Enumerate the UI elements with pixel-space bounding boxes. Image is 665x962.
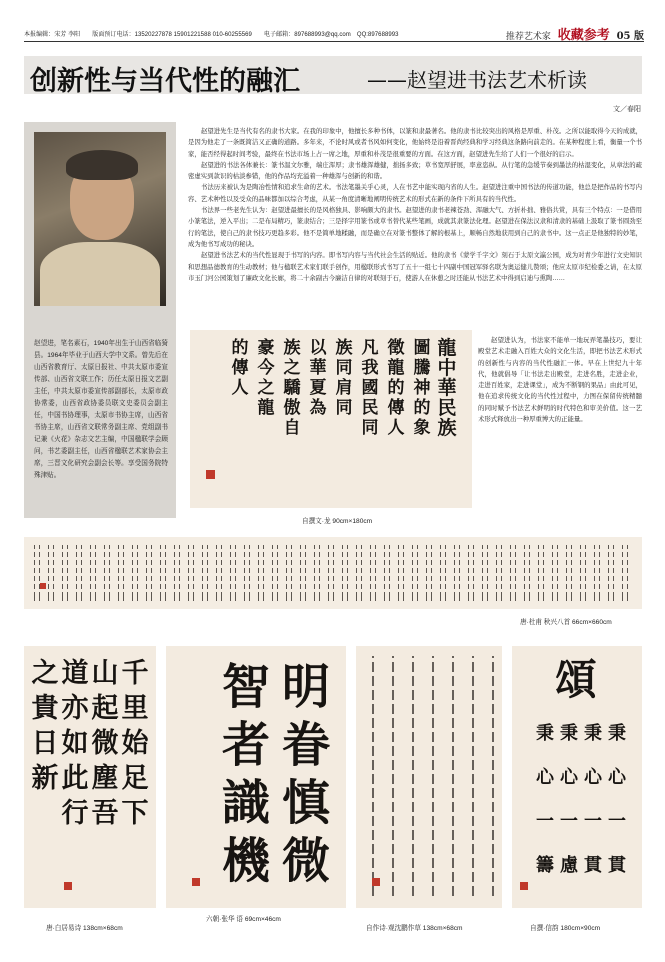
calligraphy-column: 族同肩同 — [335, 338, 353, 418]
caption-dragon: 自撰文·龙 90cm×180cm — [302, 518, 373, 525]
calligraphy-column: 之貴日新 — [31, 658, 59, 794]
calligraphy-column: 凡我國民同 — [361, 338, 379, 438]
headline-main: 创新性与当代性的融汇 — [30, 66, 300, 97]
red-seal — [192, 878, 200, 886]
red-seal — [40, 583, 46, 589]
page-header — [24, 26, 644, 42]
calligraphy-column: 族之驕傲自 — [283, 338, 301, 438]
red-seal — [64, 882, 72, 890]
calligraphy-column: 智者識機 — [221, 659, 270, 889]
calligraphy-column: 龍中華民族 — [437, 337, 457, 439]
calligraphy-column: 道亦如此行 — [61, 658, 89, 829]
byline: 文／春阳 — [613, 106, 641, 113]
article-side-column — [478, 335, 642, 425]
calligraphy-du-fu-strip — [24, 537, 642, 609]
article-paragraph: 书法界一些老先生认为：赵望进最擅长的是风格独具、影响颇大的隶书。赵望进的隶书老辣苍劲、浑融大气、方折朴拙、雅俗共赏，具有三个特点：一是借用小篆笔法，逆入平出；二是布局精巧，篆隶结合；三是择字用篆书或草书替代某些笔画，成就其隶篆法化理。赵望进在保法汉隶和清隶的基础上汲取了篆书圆劲至行的笔法，使自己的隶书技巧更趋多彩。他不是简单地糅融，而是确立在对篆书整体了解的根基上，顺畅自然地获用到自己的隶书中。这一点正是他独特的妙笔，成为他书写成功的秘诀。 — [188, 207, 642, 248]
calligraphy-column: 秉心一籌 — [536, 723, 554, 876]
article-paragraph: 赵望进书法艺术的当代性显现于书写的内容。即书写内容与当代社会生活的贴近。他的隶书《蒙学千字文》刻石于太原文瀛公园，成为对青少年进行文史知识和思想品德教育的生动教材；他与楹联艺术家们联手创作，用楹联形式书写了五十一组七十四副中国冠军驿名联为奥运健儿赞颂；他应太原市纪检委之请，在太原市玉门河公园策划了廉政文化长廊，将二十余副古今廉洁自律的对联刻于石，使游人在休憩之时还能从书法艺术中得到启迪与熏陶…… — [188, 252, 642, 282]
calligraphy-column: 以華夏為 — [309, 338, 327, 418]
red-seal — [206, 470, 215, 479]
calligraphy-bai-juyi — [24, 646, 156, 908]
red-seal — [520, 882, 528, 890]
section-name: 收藏参考 — [557, 28, 610, 43]
calligraphy-heading: 頌 — [554, 655, 597, 704]
calligraphy-column: 千里始足下 — [121, 658, 149, 829]
article-paragraph: 赵望进认为，书法家不能单一地玩弄笔墨技巧，要让殿堂艺术走融入百姓大众的文化生活，即把书法艺术形式的创新性与内容的当代性融汇一体。早在上世纪九十年代，他就倡导「让书法走出殿堂，走进名胜，走进企业，走进百姓家，走进课堂」，成为不断钢的果品」由此可见，他在追求传统文化的当代性过程中，力图在保留传统精髓的同时赋予书法艺术鲜明的时代特色和审美价值。这一艺术形式释放出一种厚重博大的正能量。 — [478, 337, 642, 424]
caption-du-fu: 唐·杜甫 秋兴八首 66cm×660cm — [520, 619, 612, 626]
header-right — [506, 24, 644, 43]
calligraphy-column: 的傳人 — [231, 338, 249, 398]
column-name: 推荐艺术家 — [505, 32, 551, 42]
calligraphy-song — [512, 646, 642, 908]
calligraphy-column: 圖騰神的象 — [413, 338, 431, 438]
artist-portrait — [34, 132, 166, 306]
headline-sub: ——赵望进书法艺术析读 — [367, 68, 587, 92]
calligraphy-dragon — [190, 330, 472, 508]
red-seal — [372, 878, 380, 886]
calligraphy-cursive-poem — [356, 646, 502, 908]
artist-bio-text: 赵望进，笔名素石，1940年出生于山西省临猗县。1964年毕业于山西大学中文系。曾先后在山西省教育厅、太原日报社、中共太原市委宣传部、山西省文联工作；历任太原日报文艺副主任，中共太原市委宣传部副部长，太原市政协常委，山西省政协委员联文史委员会副主任，中国书协理事，太原市书协主席，山西省书协主席，山西省文联常务副主席、党组副书记兼《火花》杂志文艺主编，中国楹联学会顾问，书艺委副主任，山西省楹联艺术家协会主席，三晋文化研究会副会长等。享受国务院特殊津贴。 — [34, 340, 168, 479]
caption-song: 自撰·信韵 180cm×90cm — [530, 925, 601, 932]
article-paragraph: 书法历来被认为是陶冶性情和追求生命的艺术。书法笔墨关乎心灵，人在书艺中能实现内省的人生。赵望进注重中国书法的传道功能，他总是把作品的书写内容、艺术种性以及受众的品味都加以综合考虑，从某一角度清晰地阐明传统艺术的形式在新的条件下所具有的当代性。 — [188, 184, 642, 203]
calligraphy-column: 徵龍的傳人 — [387, 338, 405, 438]
article-paragraph: 赵望进先生是当代有名的隶书大家。在我的印象中，他擅长多种书体，以篆和隶最著名。他的隶书比较突出的风格是厚重、朴茂。之所以能取得今天的成就，是因为他走了一条既简洁又正确的道路。多年来，不论时风或者书风如何变化，他始终是沿着晋尚经典和学习经典这条路向前走的。在某种程度上看，衡量一个书家，能否经得起时间考验，最终在书法市场上占一席之地，厚重和朴茂是很重要的方面。在这方面，赵望进先生给了人们一个很好的启示。 — [188, 128, 642, 158]
article-paragraph: 赵望进的书法各体兼长：篆书温文尔雅，端庄浑厚；隶书雄浑雄健，拙扬多致；草书宽厚舒展，率意恣纵。从行笔的急缓节奏到墨法的枯湿变化，从章法的疏密虚实到款识的枯淡参错，他的作品均充溢着一种雄浑与创新的和谐。 — [188, 161, 642, 181]
editor-contact-line: 本报编辑：宋芳 李阳 版面预订电话：13520227878 15901221588 010-60255569 电子邮箱：897688993@qq.com QQ:897688993 — [24, 32, 399, 38]
page-number: 05 版 — [616, 31, 644, 42]
calligraphy-column: 明眷慎微 — [281, 659, 330, 889]
calligraphy-zhang-hua — [166, 646, 346, 908]
article-body — [188, 126, 642, 284]
caption-zhang-hua: 六朝·张华 语 69cm×46cm — [206, 916, 281, 923]
calligraphy-column: 秉心一慮 — [560, 723, 578, 876]
artist-bio-box — [24, 122, 176, 518]
caption-bai-juyi: 唐·白居易诗 138cm×68cm — [46, 925, 123, 932]
headline-band — [24, 56, 642, 97]
calligraphy-column: 山起微塵吾 — [91, 658, 119, 829]
calligraphy-column: 秉心一貫 — [608, 723, 626, 876]
calligraphy-column: 秉心一貫 — [584, 723, 602, 876]
calligraphy-column: 豪今之龍 — [257, 338, 275, 418]
caption-cursive-poem: 自作诗·观沈鹏作草 138cm×68cm — [366, 925, 463, 932]
